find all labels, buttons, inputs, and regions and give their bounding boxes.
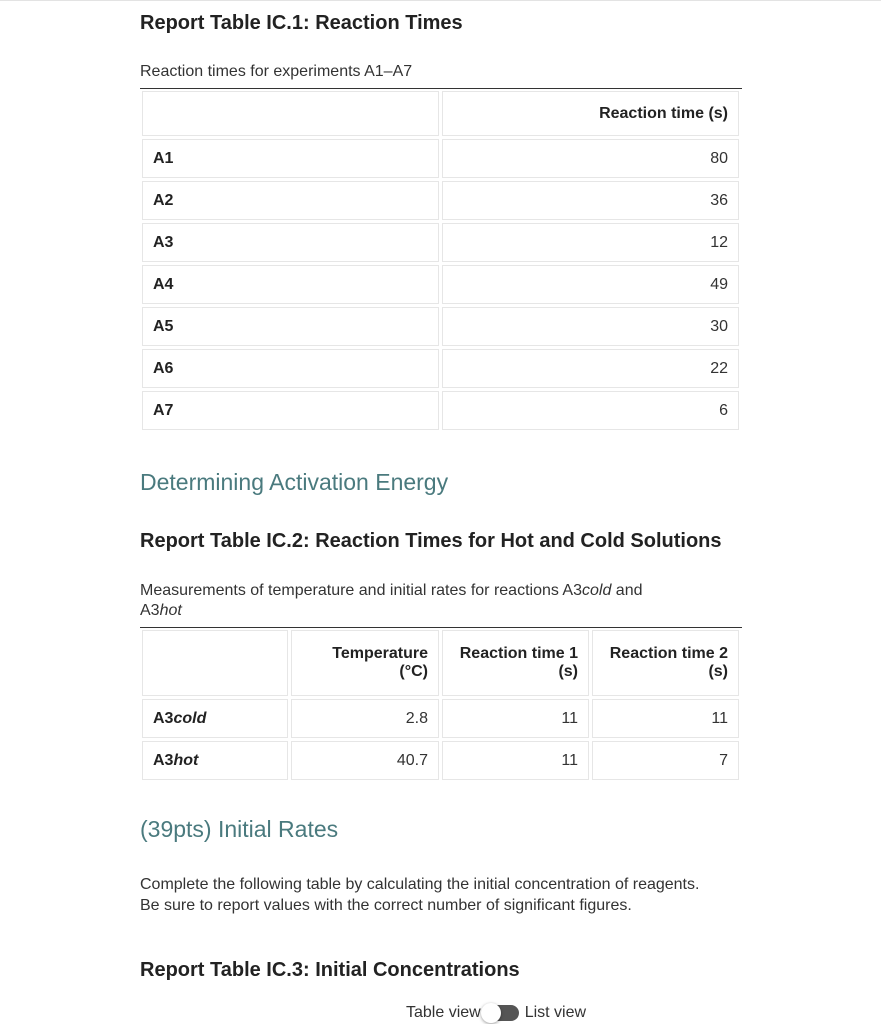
activation-energy-heading: Determining Activation Energy — [140, 469, 449, 495]
view-toggle-switch[interactable] — [485, 1005, 519, 1021]
table-row — [142, 223, 739, 262]
instructions-paragraph: Complete the following table by calculating the initial concentration of reagents. Be sure to report values with the correct number of significant figures. — [140, 876, 700, 914]
header-line: Temperature — [332, 645, 428, 662]
caption-a3: A3 — [140, 602, 160, 619]
table-row — [142, 391, 739, 430]
table1-title: Report Table IC.1: Reaction Times — [140, 12, 463, 34]
row-label: A2 — [142, 181, 439, 220]
table-view-label[interactable]: Table view — [406, 1004, 481, 1021]
temperature-header — [291, 630, 439, 696]
reaction-time-1-header — [442, 630, 589, 696]
table3-title: Report Table IC.3: Initial Concentrations — [140, 959, 520, 981]
table-row — [142, 307, 739, 346]
header-line: Reaction time 2 — [609, 645, 728, 662]
reaction-time-2-value: 11 — [592, 699, 739, 738]
row-label: A7 — [142, 391, 439, 430]
reaction-time-value: 80 — [442, 139, 739, 178]
reaction-time-1-value: 11 — [442, 741, 589, 780]
row-label — [142, 741, 288, 780]
table-row — [142, 741, 739, 780]
table-header-row — [142, 630, 739, 696]
label-italic: cold — [173, 709, 207, 727]
reaction-time-value: 22 — [442, 349, 739, 388]
row-label: A6 — [142, 349, 439, 388]
blank-header-cell — [142, 91, 439, 136]
list-view-label[interactable]: List view — [524, 1004, 587, 1021]
toggle-knob[interactable] — [481, 1003, 501, 1023]
caption-and: and — [611, 582, 643, 599]
label-italic: hot — [173, 751, 199, 769]
header-line: Reaction time 1 — [459, 645, 578, 662]
row-label: A5 — [142, 307, 439, 346]
table1-caption: Reaction times for experiments A1–A7 — [140, 63, 413, 80]
table-row — [142, 265, 739, 304]
reaction-time-value: 6 — [442, 391, 739, 430]
top-divider — [0, 0, 881, 1]
reaction-time-header: Reaction time (s) — [442, 91, 739, 136]
reaction-time-value: 12 — [442, 223, 739, 262]
reaction-time-value: 49 — [442, 265, 739, 304]
table-header-row — [142, 91, 739, 136]
view-toggle — [406, 1002, 586, 1024]
hot-cold-table — [139, 627, 742, 783]
reaction-time-2-header — [592, 630, 739, 696]
temperature-value: 40.7 — [291, 741, 439, 780]
label-prefix: A3 — [153, 709, 174, 727]
row-label — [142, 699, 288, 738]
header-line: (s) — [708, 663, 728, 680]
label-prefix: A3 — [153, 751, 174, 769]
reaction-time-1-value: 11 — [442, 699, 589, 738]
table2-caption — [140, 581, 720, 621]
table2-title: Report Table IC.2: Reaction Times for Hot and Cold Solutions — [140, 530, 722, 552]
caption-text: Measurements of temperature and initial rates for reactions A3 — [140, 582, 582, 599]
header-line: (°C) — [399, 663, 428, 680]
row-label: A1 — [142, 139, 439, 178]
reaction-time-value: 30 — [442, 307, 739, 346]
reaction-time-value: 36 — [442, 181, 739, 220]
row-label: A3 — [142, 223, 439, 262]
reaction-times-table — [139, 88, 742, 433]
caption-hot: hot — [159, 602, 182, 619]
table-row — [142, 181, 739, 220]
temperature-value: 2.8 — [291, 699, 439, 738]
reaction-time-2-value: 7 — [592, 741, 739, 780]
row-label: A4 — [142, 265, 439, 304]
initial-rates-heading: (39pts) Initial Rates — [140, 816, 339, 842]
header-line: (s) — [558, 663, 578, 680]
table-row — [142, 699, 739, 738]
table-row — [142, 139, 739, 178]
blank-header-cell — [142, 630, 288, 696]
table-row — [142, 349, 739, 388]
caption-cold: cold — [582, 582, 612, 599]
